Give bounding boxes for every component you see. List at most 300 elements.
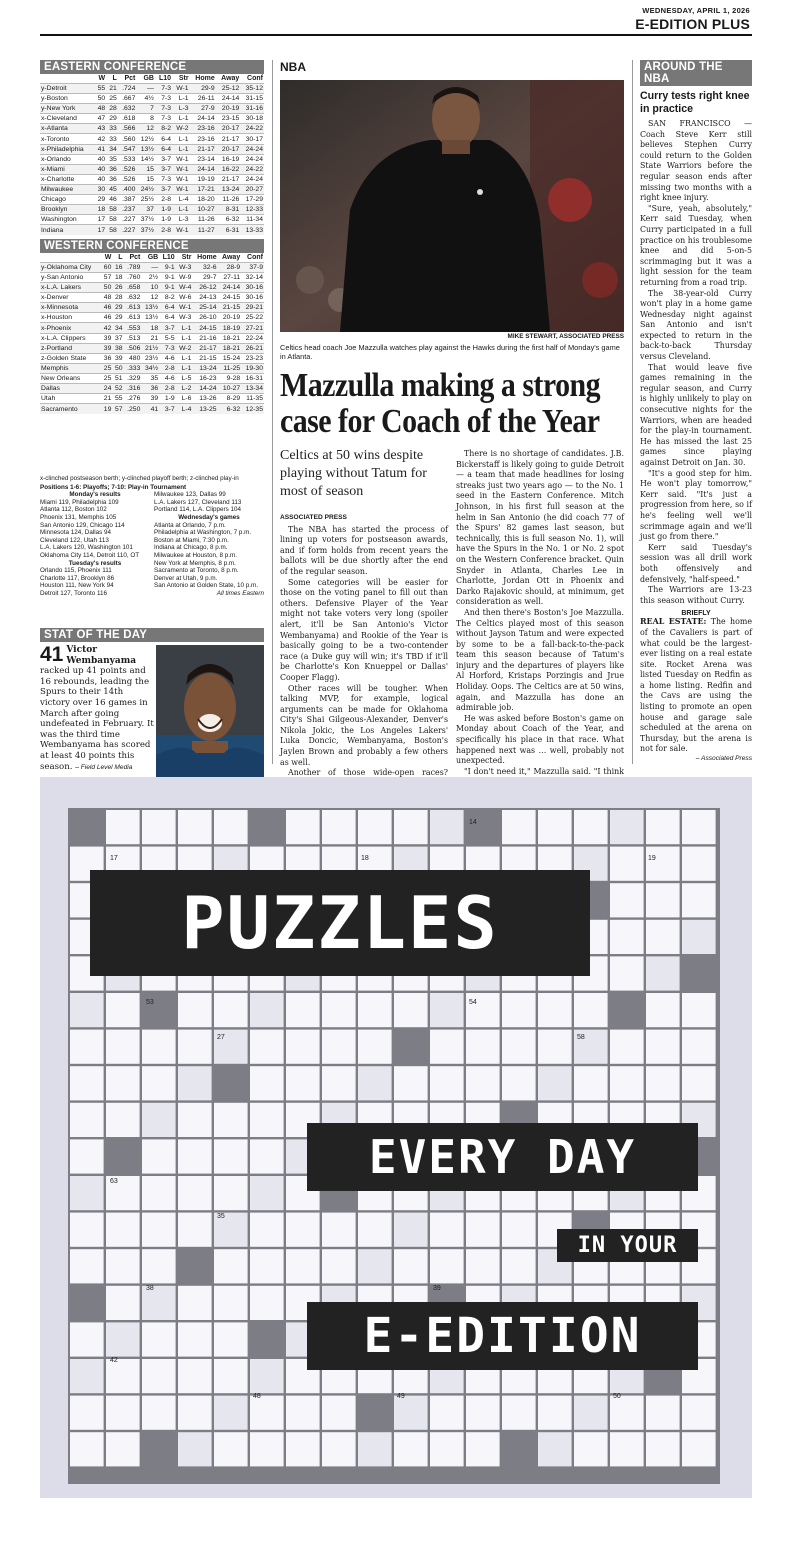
- column-header: Str: [181, 253, 192, 261]
- grid-cell: [430, 993, 464, 1027]
- west-team-row: [40, 404, 264, 414]
- grid-cell: [574, 993, 608, 1027]
- grid-cell: [142, 1066, 176, 1100]
- cell: 35: [141, 373, 159, 383]
- grid-cell: [430, 1396, 464, 1430]
- cell: 6-4: [155, 134, 172, 144]
- west-team-row: [40, 283, 264, 293]
- cell: L-1: [172, 94, 189, 104]
- cell: z-Portland: [40, 343, 101, 353]
- grid-cell: [70, 1103, 104, 1137]
- masthead-rule: [40, 34, 752, 36]
- grid-cell: [70, 1249, 104, 1283]
- cell: y-Oklahoma City: [40, 262, 101, 272]
- grid-cell: [214, 1176, 248, 1210]
- grid-cell: [682, 1030, 716, 1064]
- sotd-credit: – Field Level Media: [75, 763, 133, 771]
- cell: 29: [112, 313, 123, 323]
- cell: 50: [112, 363, 123, 373]
- cell: 24-15: [218, 293, 242, 303]
- cell: 19-19: [190, 174, 216, 184]
- grid-cell: [106, 1432, 140, 1466]
- grid-cell: [646, 993, 680, 1027]
- paragraph: Some categories will be easier for those on the voting panel to fill out than others. Defensive Player of the Year might not take voters very long (spoiler alert, it'll be San Antonio's Victor Wembanyama) and Rookie of the Year is basically going to be a two-contender race (a Duke guy will win; it's TBD if it'll be Charlotte's Kon Knueppel or Dallas' Cooper Flagg).: [280, 577, 448, 682]
- grid-cell: [106, 1359, 140, 1393]
- cell: W-4: [176, 283, 193, 293]
- cell: W-9: [176, 273, 193, 283]
- cell: 24-14: [216, 94, 241, 104]
- cell: 1-9: [155, 205, 172, 215]
- cell: 46: [101, 313, 112, 323]
- grid-cell: [178, 1030, 212, 1064]
- grid-cell: [682, 847, 716, 881]
- edition-date: WEDNESDAY, APRIL 1, 2026: [642, 6, 750, 15]
- cell: x-Toronto: [40, 134, 95, 144]
- cell: 37: [112, 333, 123, 343]
- east-team-row: [40, 195, 264, 205]
- cell: 7-3: [155, 114, 172, 124]
- cell: 40: [95, 164, 107, 174]
- cell: 21-17: [216, 174, 241, 184]
- cell: 36: [106, 164, 118, 174]
- column-header: Away: [222, 253, 241, 261]
- promo-line-3: IN YOUR: [557, 1229, 698, 1262]
- game-result: San Antonio 129, Chicago 114: [40, 521, 125, 529]
- grid-cell: [106, 1286, 140, 1320]
- cell: 10: [141, 283, 159, 293]
- grid-cell: [502, 993, 536, 1027]
- grid-cell: [466, 1249, 500, 1283]
- cell: L-4: [172, 195, 189, 205]
- grid-cell: [70, 1213, 104, 1247]
- grid-cell: [574, 1432, 608, 1466]
- grid-cell: [70, 1139, 104, 1173]
- cell: 41: [141, 404, 159, 414]
- cell: 11-26: [216, 195, 241, 205]
- cell: L-1: [176, 353, 193, 363]
- grid-cell: [430, 810, 464, 844]
- cell: Washington: [40, 215, 95, 225]
- cell: 24-14: [190, 164, 216, 174]
- cell: 16-23: [192, 373, 217, 383]
- cell: 36: [106, 174, 118, 184]
- cell: 42: [95, 134, 107, 144]
- game-result: Minnesota 124, Dallas 94: [40, 529, 112, 537]
- grid-cell: [646, 920, 680, 954]
- clue-number: 42: [110, 1357, 118, 1364]
- cell: 23-16: [190, 134, 216, 144]
- grid-cell: [250, 1432, 284, 1466]
- cell: 13-34: [241, 384, 264, 394]
- cell: 29: [106, 114, 118, 124]
- cell: .618: [118, 114, 137, 124]
- cell: .513: [124, 333, 142, 343]
- grid-cell: [610, 956, 644, 990]
- grid-cell: [358, 993, 392, 1027]
- cell: 29-21: [241, 303, 264, 313]
- grid-cell: [322, 1213, 356, 1247]
- cell: 8-2: [159, 293, 175, 303]
- cell: .760: [124, 273, 142, 283]
- cell: 18-19: [218, 323, 242, 333]
- grid-cell: [286, 1249, 320, 1283]
- cell: 25: [106, 94, 118, 104]
- grid-cell: [646, 1396, 680, 1430]
- cell: 39: [101, 343, 112, 353]
- game-result: Charlotte 117, Brooklyn 86: [40, 574, 115, 582]
- cell: 10-27: [190, 205, 216, 215]
- east-team-row: [40, 164, 264, 174]
- cell: Brooklyn: [40, 205, 95, 215]
- west-team-row: [40, 303, 264, 313]
- results-heading: Monday's results: [69, 491, 121, 499]
- cell: x-Minnesota: [40, 303, 101, 313]
- grid-cell: [286, 1213, 320, 1247]
- cell: .724: [118, 84, 137, 94]
- column-header: GB: [147, 253, 159, 261]
- cell: .632: [118, 104, 137, 114]
- cell: 18: [141, 323, 159, 333]
- cell: W-1: [176, 303, 193, 313]
- grid-cell: [538, 1432, 572, 1466]
- column-header: Conf: [247, 253, 263, 261]
- grid-cell: [106, 1139, 140, 1173]
- west-team-row: [40, 394, 264, 404]
- cell: Chicago: [40, 195, 95, 205]
- grid-cell: [142, 1213, 176, 1247]
- grid-cell: [250, 1322, 284, 1356]
- west-team-row: [40, 373, 264, 383]
- briefly-label: BRIEFLY: [681, 610, 711, 618]
- cell: x-Miami: [40, 164, 95, 174]
- brief-lead: REAL ESTATE:: [640, 617, 707, 627]
- column-header: Pct: [124, 75, 136, 82]
- cell: 30-16: [241, 283, 264, 293]
- cell: 30-18: [240, 114, 264, 124]
- grid-cell: [394, 993, 428, 1027]
- cell: 40: [95, 174, 107, 184]
- game-result: Atlanta at Orlando, 7 p.m.: [154, 521, 226, 529]
- cell: 27-21: [241, 323, 264, 333]
- cell: 33: [106, 134, 118, 144]
- cell: 15-24: [218, 353, 242, 363]
- clue-number: 49: [397, 1393, 405, 1400]
- cell: 33: [106, 124, 118, 134]
- grid-cell: [178, 1359, 212, 1393]
- cell: 1-9: [155, 215, 172, 225]
- clue-number: 58: [577, 1034, 585, 1041]
- cell: 29: [112, 303, 123, 313]
- cell: 46: [101, 303, 112, 313]
- cell: 20-27: [240, 184, 264, 194]
- grid-cell: [250, 810, 284, 844]
- grid-cell: [250, 1359, 284, 1393]
- game-result: Miami 119, Philadelphia 109: [40, 498, 119, 506]
- brief-text: The home of the Cavaliers is part of what could be the largest-ever listing on a real estate site. Rocket Arena was listed Tuesday on Redfin as a home listing. Redfin and the Cavs are using the listing to promote an open house and garage sale scheduled at the arena on Thursday, but the arena is not for sale.: [640, 617, 752, 754]
- cell: 12: [141, 293, 159, 303]
- paragraph: The NBA has started the process of lining up voters for postseason awards, and if form holds from recent years the ballots will be due shortly after the end of the regular season.: [280, 524, 448, 576]
- cell: 8-31: [216, 205, 241, 215]
- cell: 31-15: [240, 94, 264, 104]
- grid-cell: [142, 1103, 176, 1137]
- cell: .632: [124, 293, 142, 303]
- grid-cell: [214, 1103, 248, 1137]
- cell: 46: [106, 195, 118, 205]
- cell: 11-35: [241, 394, 264, 404]
- grid-cell: [250, 1139, 284, 1173]
- east-team-row: [40, 114, 264, 124]
- grid-cell: [466, 1030, 500, 1064]
- cell: W-2: [172, 124, 189, 134]
- grid-cell: [322, 1249, 356, 1283]
- cell: L-1: [172, 205, 189, 215]
- grid-cell: [610, 920, 644, 954]
- paragraph: The 38-year-old Curry won't play in a home game Wednesday night against San Antonio and isn't expected to return in the back-to-back Thursday versus Cleveland.: [640, 288, 752, 362]
- cell: 8-29: [218, 394, 242, 404]
- game-result: Sacramento at Toronto, 8 p.m.: [154, 567, 239, 575]
- cell: 50: [95, 94, 107, 104]
- east-title: EASTERN CONFERENCE: [40, 60, 264, 74]
- grid-cell: [106, 1322, 140, 1356]
- cell: .789: [124, 262, 142, 272]
- column-header: Str: [178, 75, 189, 82]
- paragraph: That would leave five games remaining in the regular season, and Curry is highly unlikely to play on consecutive nights for the Warriors, when are headed for the play-in tournament. He has missed the last 25 games since playing against Detroit on Jan. 30.: [640, 362, 752, 467]
- grid-cell: [394, 1396, 428, 1430]
- results-left: [40, 491, 150, 597]
- cell: .547: [118, 144, 137, 154]
- grid-cell: [610, 993, 644, 1027]
- cell: 23-23: [241, 353, 264, 363]
- cell: 3-7: [155, 154, 172, 164]
- grid-cell: [70, 1432, 104, 1466]
- game-result: Atlanta 112, Boston 102: [40, 506, 107, 514]
- cell: 43: [95, 124, 107, 134]
- cell: 6-32: [216, 215, 241, 225]
- clue-number: 18: [361, 855, 369, 862]
- cell: L-5: [176, 373, 193, 383]
- column-header: Pct: [129, 253, 141, 261]
- grid-cell: [610, 1432, 644, 1466]
- grid-cell: [538, 1030, 572, 1064]
- east-team-row: [40, 94, 264, 104]
- grid-cell: [466, 1396, 500, 1430]
- around-headline: Curry tests right knee in practice: [640, 90, 750, 115]
- grid-cell: [682, 1396, 716, 1430]
- cell: 7-3: [155, 174, 172, 184]
- grid-cell: [106, 1103, 140, 1137]
- game-result: Denver at Utah, 9 p.m.: [154, 574, 218, 582]
- cell: 2-8: [159, 384, 175, 394]
- cell: 30-17: [240, 134, 264, 144]
- grid-cell: [682, 920, 716, 954]
- stat-of-the-day: [40, 628, 264, 781]
- grid-cell: [214, 1066, 248, 1100]
- grid-cell: [502, 1030, 536, 1064]
- cell: 24-14: [190, 114, 216, 124]
- cell: 51: [112, 373, 123, 383]
- cell: 32-14: [241, 273, 264, 283]
- cell: 39: [112, 353, 123, 363]
- cell: Indiana: [40, 225, 95, 235]
- cell: 5-5: [159, 333, 175, 343]
- column-header: Home: [197, 253, 217, 261]
- cell: 24-24: [240, 174, 264, 184]
- grid-cell: [394, 810, 428, 844]
- promo-line-4: E-EDITION: [307, 1302, 698, 1370]
- grid-cell: [142, 1359, 176, 1393]
- cell: .333: [124, 363, 142, 373]
- cell: 35: [106, 154, 118, 164]
- cell: 11-25: [218, 363, 242, 373]
- cell: x-L.A. Lakers: [40, 283, 101, 293]
- around-body: [640, 119, 752, 606]
- game-result: Oklahoma City 114, Detroit 110, OT: [40, 551, 140, 559]
- grid-cell: [538, 810, 572, 844]
- clue-number: 19: [648, 855, 656, 862]
- clue-number: 14: [469, 819, 477, 826]
- grid-cell: [502, 1396, 536, 1430]
- cell: 17-21: [190, 184, 216, 194]
- cell: 57: [112, 404, 123, 414]
- cell: 7: [136, 104, 155, 114]
- byline: ASSOCIATED PRESS: [280, 514, 347, 521]
- grid-cell: [178, 1103, 212, 1137]
- cell: z-Golden State: [40, 353, 101, 363]
- cell: x-Phoenix: [40, 323, 101, 333]
- cell: .276: [124, 394, 142, 404]
- cell: 8-2: [155, 124, 172, 134]
- cell: x-Cleveland: [40, 114, 95, 124]
- cell: 3-7: [159, 323, 175, 333]
- east-team-row: [40, 84, 264, 94]
- cell: 21-15: [218, 303, 242, 313]
- story-column-2: [456, 449, 624, 788]
- sotd-player: Victor Wembanyama: [66, 645, 137, 666]
- grid-cell: [430, 1213, 464, 1247]
- column-header: L: [112, 75, 117, 82]
- cell: W-1: [172, 184, 189, 194]
- column-header: Home: [195, 75, 215, 82]
- cell: 9-1: [159, 262, 175, 272]
- cell: 23-16: [190, 124, 216, 134]
- cell: 42: [101, 323, 112, 333]
- cell: 24½: [136, 184, 155, 194]
- cell: .667: [118, 94, 137, 104]
- cell: 25-14: [192, 303, 217, 313]
- cell: L-1: [176, 363, 193, 373]
- cell: 21-17: [190, 144, 216, 154]
- cell: .329: [124, 373, 142, 383]
- cell: y-Boston: [40, 94, 95, 104]
- cell: 10-27: [218, 384, 242, 394]
- grid-cell: [358, 1249, 392, 1283]
- cell: 3-7: [155, 164, 172, 174]
- cell: 24-13: [192, 293, 217, 303]
- cell: 57: [101, 273, 112, 283]
- grid-cell: [70, 1322, 104, 1356]
- grid-cell: [178, 1066, 212, 1100]
- paragraph: Kerr said Tuesday's session was all drill work both offensively and defensively, "half-speed.": [640, 542, 752, 584]
- cell: 31-16: [240, 104, 264, 114]
- cell: 26-12: [192, 283, 217, 293]
- cell: 12-33: [240, 205, 264, 215]
- cell: 27-9: [190, 104, 216, 114]
- cell: 16-31: [241, 373, 264, 383]
- cell: 30: [95, 184, 107, 194]
- cell: L-1: [172, 134, 189, 144]
- grid-cell: [70, 1066, 104, 1100]
- grid-cell: [250, 1286, 284, 1320]
- grid-cell: [142, 1139, 176, 1173]
- cell: 28: [106, 104, 118, 114]
- cell: 21½: [141, 343, 159, 353]
- cell: 28: [112, 293, 123, 303]
- cell: 45: [106, 184, 118, 194]
- cell: 36: [141, 384, 159, 394]
- cell: 21-15: [192, 353, 217, 363]
- sotd-text: racked up 41 points and 16 rebounds, leading the Spurs to their 14th victory over 16 games in March after going undefeated in February. It was the third time Wembanyama has scored at least 40 points this season.: [40, 666, 154, 772]
- grid-cell: [358, 1066, 392, 1100]
- grid-cell: [466, 810, 500, 844]
- grid-cell: [682, 1432, 716, 1466]
- grid-cell: [646, 810, 680, 844]
- grid-cell: [70, 1396, 104, 1430]
- cell: 19: [101, 404, 112, 414]
- grid-cell: [142, 810, 176, 844]
- cell: 24: [101, 384, 112, 394]
- grid-cell: [358, 1213, 392, 1247]
- around-the-nba: [640, 60, 752, 762]
- cell: 11-27: [190, 225, 216, 235]
- grid-cell: [610, 1030, 644, 1064]
- grid-cell: [106, 1030, 140, 1064]
- grid-cell: [574, 1066, 608, 1100]
- grid-cell: [142, 1322, 176, 1356]
- grid-cell: [430, 1030, 464, 1064]
- grid-cell: [466, 1432, 500, 1466]
- cell: 21-17: [192, 343, 217, 353]
- cell: 12-35: [241, 404, 264, 414]
- grid-cell: [394, 1249, 428, 1283]
- grid-cell: [214, 810, 248, 844]
- cell: x-Charlotte: [40, 174, 95, 184]
- cell: 20-19: [216, 104, 241, 114]
- cell: L-1: [176, 333, 193, 343]
- east-team-row: [40, 184, 264, 194]
- grid-cell: [178, 1176, 212, 1210]
- grid-cell: [214, 1139, 248, 1173]
- cell: .387: [118, 195, 137, 205]
- cell: 25½: [136, 195, 155, 205]
- cell: 26-10: [192, 313, 217, 323]
- grid-cell: [358, 810, 392, 844]
- grid-cell: [142, 1030, 176, 1064]
- clue-number: 35: [217, 1213, 225, 1220]
- cell: 47: [95, 114, 107, 124]
- cell: 37: [136, 205, 155, 215]
- cell: 13-25: [192, 404, 217, 414]
- cell: 4-6: [159, 373, 175, 383]
- grid-cell: [322, 993, 356, 1027]
- grid-cell: [466, 1213, 500, 1247]
- cell: 37-9: [241, 262, 264, 272]
- paragraph: He was asked before Boston's game on Monday about Coach of the Year, and specifically his place in that race. What happened next was … well, probably not unexpected.: [456, 713, 624, 766]
- cell: 11-34: [240, 215, 264, 225]
- grid-cell: [430, 1066, 464, 1100]
- cell: .553: [124, 323, 142, 333]
- cell: x-Atlanta: [40, 124, 95, 134]
- grid-cell: [682, 1066, 716, 1100]
